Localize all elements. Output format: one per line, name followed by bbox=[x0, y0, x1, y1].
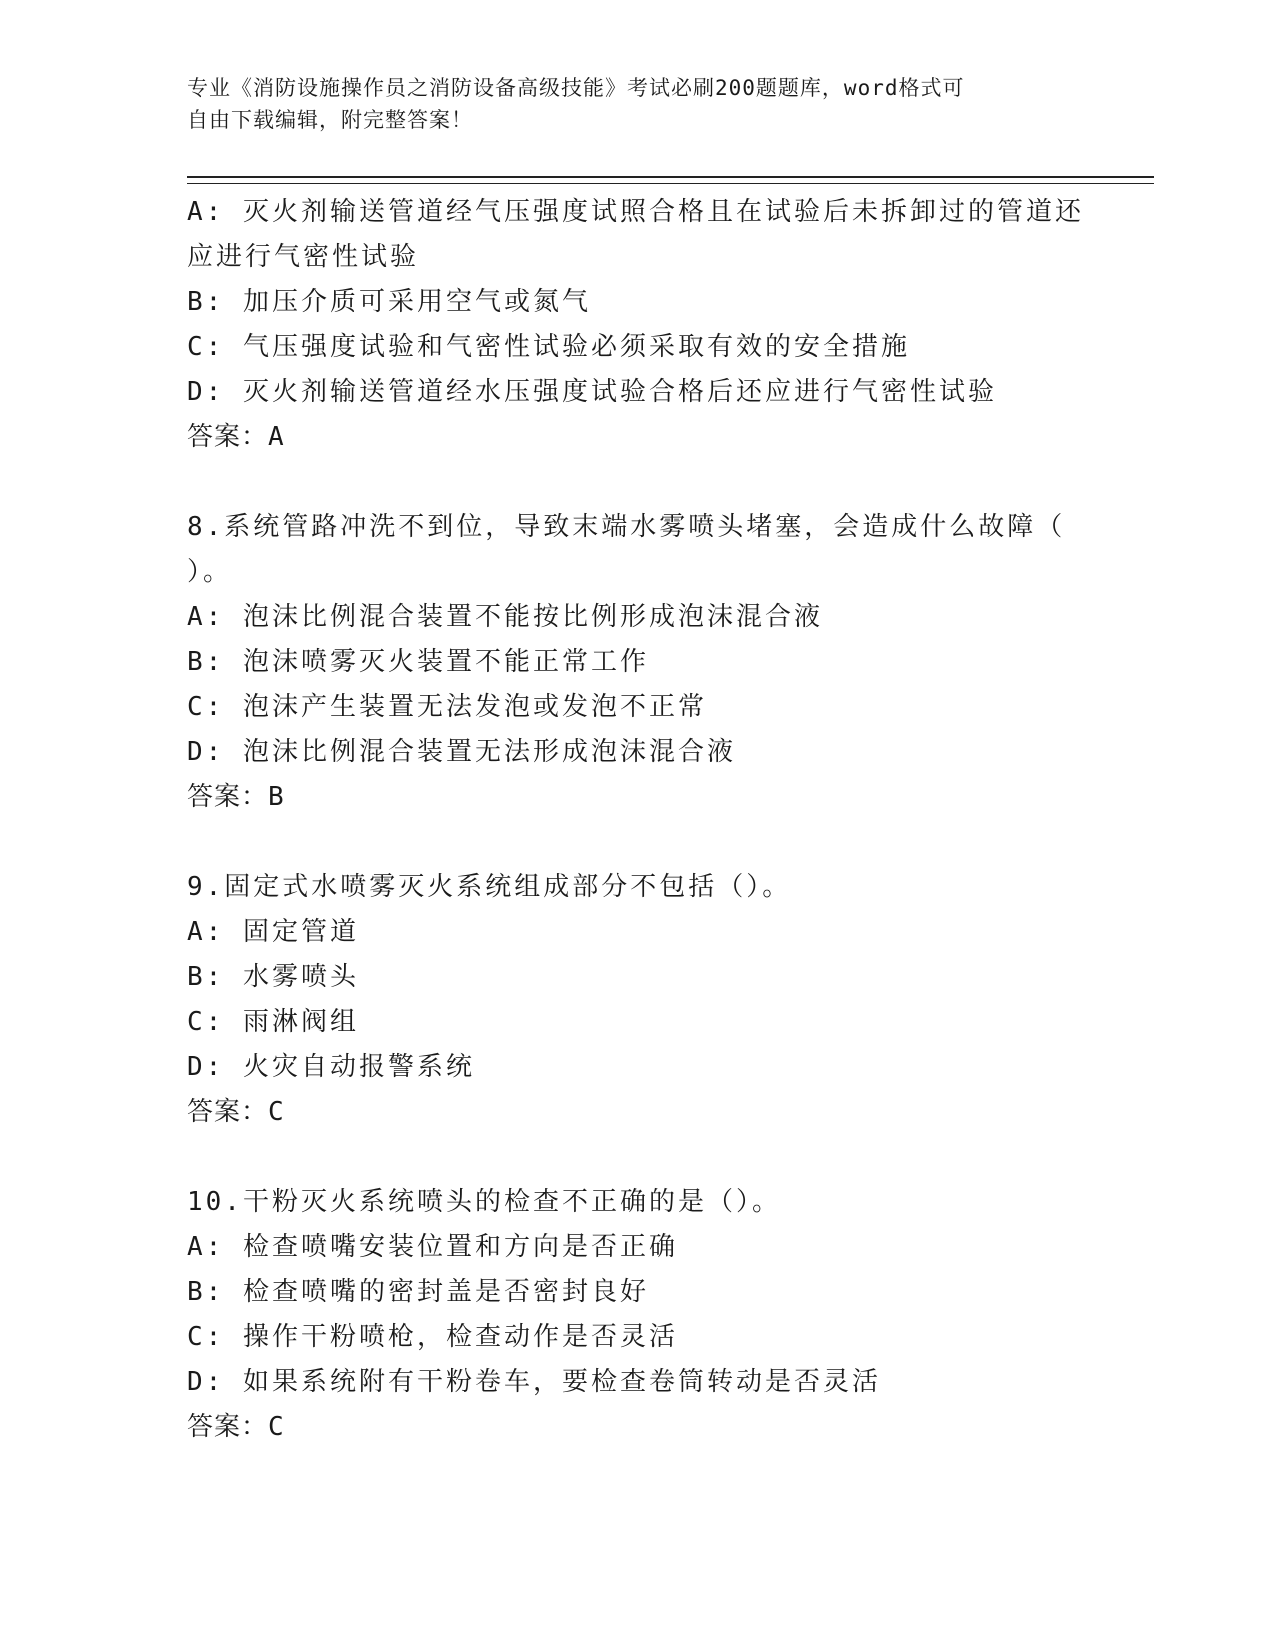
option-d: D: 灭火剂输送管道经水压强度试验合格后还应进行气密性试验 bbox=[187, 377, 997, 407]
question-stem: 9.固定式水喷雾灭火系统组成部分不包括（）。 bbox=[187, 872, 792, 902]
header-line-1: 专业《消防设施操作员之消防设备高级技能》考试必刷200题题库，word格式可 bbox=[187, 76, 965, 100]
option-b: B: 水雾喷头 bbox=[187, 962, 359, 992]
option-a-line-2: 应进行气密性试验 bbox=[187, 242, 420, 272]
option-c: C: 雨淋阀组 bbox=[187, 1007, 359, 1037]
option-c: C: 操作干粉喷枪，检查动作是否灵活 bbox=[187, 1322, 678, 1352]
option-d: D: 火灾自动报警系统 bbox=[187, 1052, 475, 1082]
header-divider-thick bbox=[187, 176, 1154, 178]
question-list bbox=[187, 190, 1087, 1450]
answer bbox=[187, 775, 1087, 820]
question-7 bbox=[187, 190, 1087, 460]
answer bbox=[187, 415, 1087, 460]
option-b: B: 加压介质可采用空气或氮气 bbox=[187, 287, 591, 317]
spacer bbox=[187, 1135, 1087, 1180]
answer-label: 答案： bbox=[187, 1097, 269, 1127]
question-stem-line-1: 8.系统管路冲洗不到位，导致末端水雾喷头堵塞，会造成什么故障（ bbox=[187, 512, 1066, 542]
answer-value: B bbox=[268, 782, 285, 812]
option-a-line-1: A: 灭火剂输送管道经气压强度试照合格且在试验后未拆卸过的管道还 bbox=[187, 197, 1084, 227]
option-c: C: 泡沫产生装置无法发泡或发泡不正常 bbox=[187, 692, 707, 722]
document-header bbox=[187, 72, 1087, 136]
option-d: D: 如果系统附有干粉卷车，要检查卷筒转动是否灵活 bbox=[187, 1367, 881, 1397]
question-8 bbox=[187, 505, 1087, 820]
answer-label: 答案： bbox=[187, 782, 269, 812]
option-b: B: 泡沫喷雾灭火装置不能正常工作 bbox=[187, 647, 649, 677]
question-9 bbox=[187, 865, 1087, 1135]
answer-label: 答案： bbox=[187, 422, 269, 452]
option-c: C: 气压强度试验和气密性试验必须采取有效的安全措施 bbox=[187, 332, 910, 362]
question-10 bbox=[187, 1180, 1087, 1450]
spacer bbox=[187, 820, 1087, 865]
question-stem-line-2: ）。 bbox=[187, 557, 233, 587]
option-b: B: 检查喷嘴的密封盖是否密封良好 bbox=[187, 1277, 649, 1307]
answer-value: C bbox=[268, 1097, 285, 1127]
header-divider-thin bbox=[187, 183, 1154, 184]
answer-value: A bbox=[268, 422, 285, 452]
header-line-2: 自由下载编辑，附完整答案！ bbox=[187, 108, 473, 132]
spacer bbox=[187, 460, 1087, 505]
option-a: A: 泡沫比例混合装置不能按比例形成泡沫混合液 bbox=[187, 602, 823, 632]
question-stem: 10.干粉灭火系统喷头的检查不正确的是（）。 bbox=[187, 1187, 781, 1217]
option-a: A: 检查喷嘴安装位置和方向是否正确 bbox=[187, 1232, 678, 1262]
option-a: A: 固定管道 bbox=[187, 917, 359, 947]
answer-label: 答案： bbox=[187, 1412, 269, 1442]
option-d: D: 泡沫比例混合装置无法形成泡沫混合液 bbox=[187, 737, 736, 767]
answer bbox=[187, 1405, 1087, 1450]
answer bbox=[187, 1090, 1087, 1135]
answer-value: C bbox=[268, 1412, 285, 1442]
